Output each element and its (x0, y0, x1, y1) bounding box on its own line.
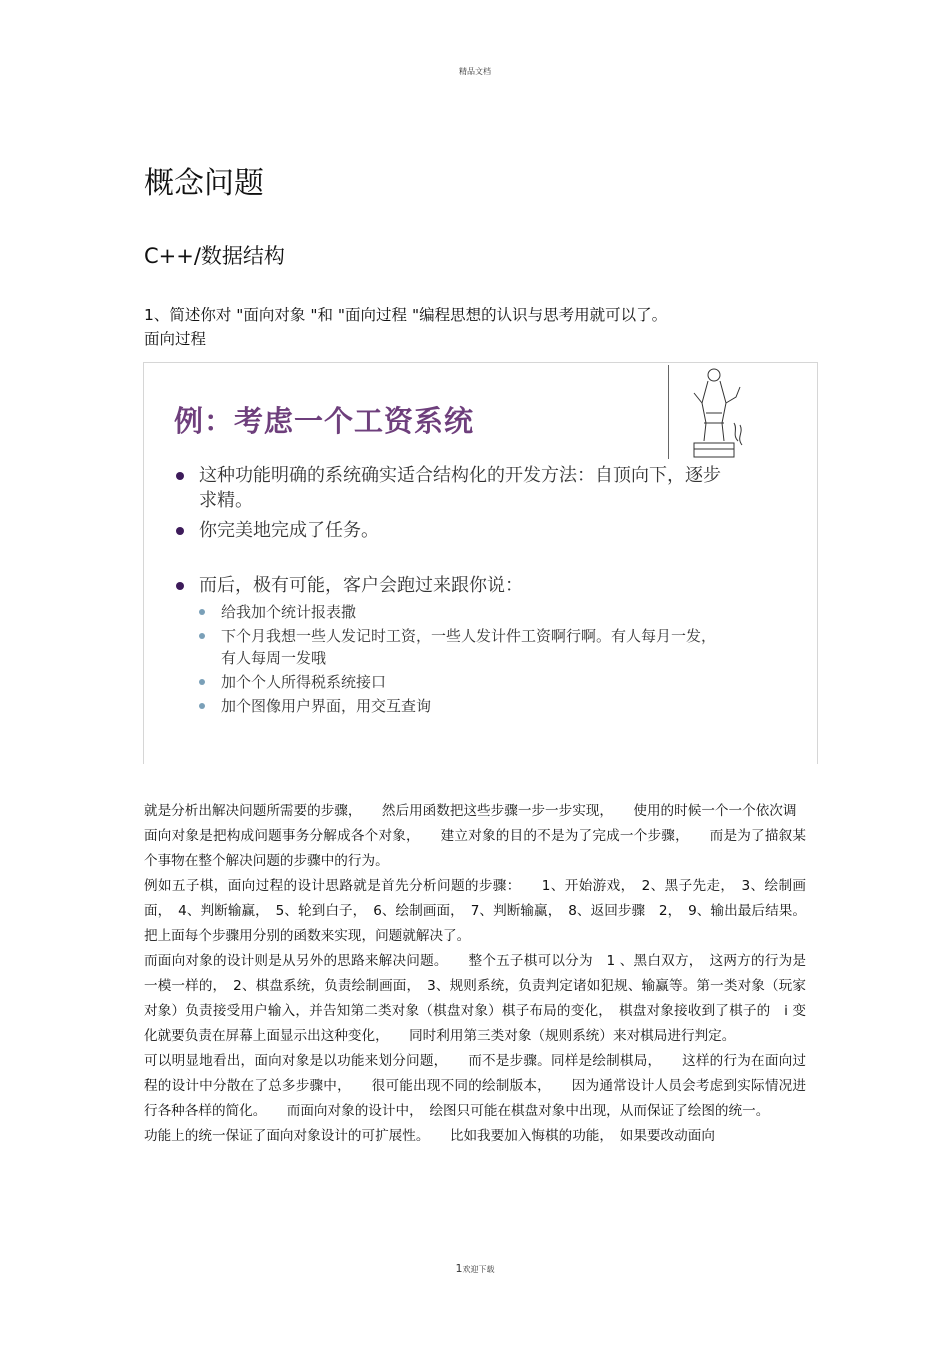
sub-heading: 面向过程 (144, 330, 207, 348)
slide-subbullet: 给我加个统计报表撒 (199, 601, 719, 623)
question-text: 1、简述你对 "面向对象 "和 "面向过程 "编程思想的认识与思考用就可以了。 (144, 306, 668, 324)
paragraph: 例如五子棋，面向过程的设计思路就是首先分析问题的步骤： 1、开始游戏， 2、黑子先走， 3、绘制画面， 4、判断输赢， 5、轮到白子， 6、绘制画面， 7、判断输赢， 8、返回步骤 2， 9、输出最后结果。把上面每个步骤用分别的函数来实现，问题就解决了。 (144, 878, 806, 944)
slide-subbullet: 加个个人所得税系统接口 (199, 671, 719, 693)
bullet-dot-icon (176, 527, 184, 535)
slide-bullet-list (174, 463, 734, 598)
subbullet-dot-icon (199, 703, 205, 709)
paragraph: 可以明显地看出，面向对象是以功能来划分问题， 而不是步骤。同样是绘制棋局， 这样的行为在面向过程的设计中分散在了总多步骤中， 很可能出现不同的绘制版本， 因为通常设计人员会考虑到实际情况进行各种各样的简化。 而面向对象的设计中， 绘图只可能在棋盘对象中出现，从而保证了绘图的统一。 (144, 1053, 806, 1119)
body-text (144, 799, 806, 1149)
footer (0, 1262, 950, 1275)
slide-bullet: 这种功能明确的系统确实适合结构化的开发方法：自顶向下，逐步求精。 (174, 463, 734, 513)
page-number: 1 (455, 1262, 463, 1275)
slide-subbullet: 加个图像用户界面，用交互查询 (199, 695, 719, 717)
paragraph: 就是分析出解决问题所需要的步骤， 然后用函数把这些步骤一步一步实现， 使用的时候一个一个依次调 (144, 803, 797, 819)
slide-subbullet: 下个月我想一些人发记时工资，一些人发计件工资啊行啊。有人每月一发，有人每周一发哦 (199, 625, 719, 669)
statue-illustration-icon (664, 363, 764, 463)
paragraph: 面向对象是把构成问题事务分解成各个对象， 建立对象的目的不是为了完成一个步骤， 而是为了描叙某个事物在整个解决问题的步骤中的行为。 (144, 828, 806, 869)
slide-bullet: 你完美地完成了任务。 (174, 518, 734, 543)
header-watermark: 精品文档 (459, 67, 491, 76)
paragraph: 功能上的统一保证了面向对象设计的可扩展性。 比如我要加入悔棋的功能， 如果要改动面向 (144, 1128, 715, 1144)
bullet-dot-icon (176, 472, 184, 480)
paragraph: 而面向对象的设计则是从另外的思路来解决问题。 整个五子棋可以分为 1 、黑白双方， 这两方的行为是一模一样的， 2、棋盘系统，负责绘制画面， 3、规则系统，负责判定诸如犯规、输赢等。第一类对象（玩家对象）负责接受用户输入，并告知第二类对象（棋盘对象）棋子布局的变化， 棋盘对象接收到了棋子的 i 变化就要负责在屏幕上面显示出这种变化， 同时利用第三类对象（规则系统）来对棋局进行判定。 (144, 953, 806, 1044)
subbullet-dot-icon (199, 609, 205, 615)
slide-image (143, 362, 818, 764)
footer-watermark: 欢迎下载 (462, 1265, 495, 1274)
page-title: 概念问题 (144, 166, 264, 201)
subbullet-dot-icon (199, 633, 205, 639)
section-title: C++/数据结构 (144, 244, 285, 268)
slide-subbullet-list (199, 601, 719, 719)
slide-bullet: 而后，极有可能，客户会跑过来跟你说： (174, 573, 734, 598)
bullet-dot-icon (176, 582, 184, 590)
subbullet-dot-icon (199, 679, 205, 685)
slide-title: 例：考虑一个工资系统 (174, 404, 475, 438)
